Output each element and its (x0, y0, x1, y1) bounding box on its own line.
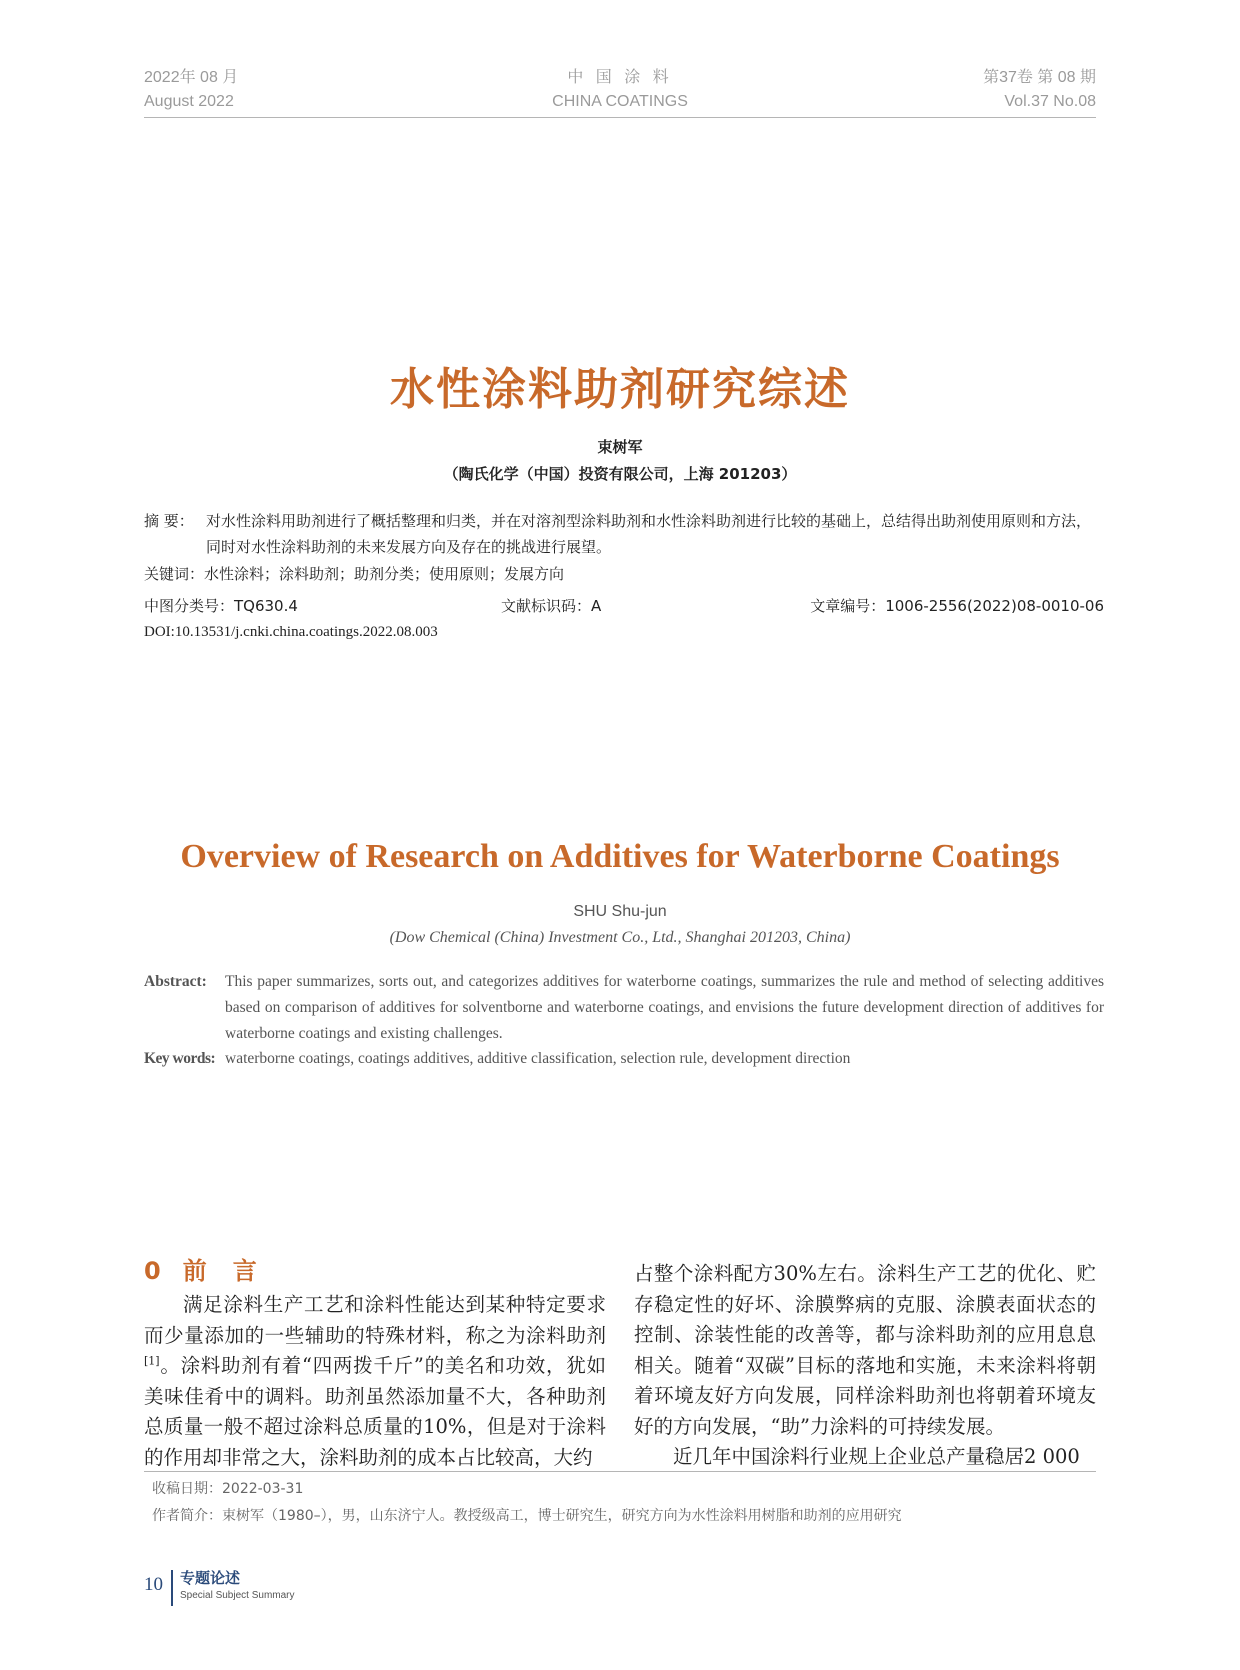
header-date-en: August 2022 (144, 93, 234, 110)
footer-bar (171, 1570, 173, 1606)
abstract-cn-label: 摘 要： (144, 512, 194, 530)
article-number: 文章编号：1006-2556(2022)08-0010-06 (810, 597, 1104, 615)
header-journal-cn: 中 国 涂 料 (567, 69, 673, 86)
section-number: 0 (144, 1257, 161, 1285)
abstract-en-text: This paper summarizes, sorts out, and categorizes additives for waterborne coatings, summarizes the rule and method of selecting additives based on comparison of additives for solventborne and waterborne coatings, and envisions the future development direction of additives for waterborne coatings and existing challenges. (225, 973, 1104, 1042)
column-name-en: Special Subject Summary (180, 1590, 295, 1601)
body-text-left-b: 。涂料助剂有着“四两拨千斤”的美名和功效，犹如美味佳肴中的调料。助剂虽然添加量不大，各种助剂总质量一般不超过涂料总质量的10%，但是对于涂料的作用却非常之大，涂料助剂的成本占比较高，大约 (144, 1354, 606, 1469)
received-date: 收稿日期：2022-03-31 (152, 1481, 304, 1497)
body-paragraph (144, 1290, 606, 1473)
affiliation-en: (Dow Chemical (China) Investment Co., Ltd., Shanghai 201203, China) (389, 929, 851, 946)
author-cn: 束树军 (597, 438, 643, 456)
citation-ref[interactable]: [1] (144, 1354, 160, 1368)
header-journal-en: CHINA COATINGS (552, 93, 688, 110)
body-paragraph-continued: 占整个涂料配方30%左右。涂料生产工艺的优化、贮存稳定性的好坏、涂膜弊病的克服、涂膜表面状态的控制、涂装性能的改善等，都与涂料助剂的应用息息相关。随着“双碳”目标的落地和实施，未来涂料将朝着环境友好方向发展，同样涂料助剂也将朝着环境友好的方向发展，“助”力涂料的可持续发展。 (634, 1262, 1096, 1438)
keywords-en-label: Key words: (144, 1050, 216, 1067)
header-divider (144, 117, 1096, 118)
body-text-left-a: 满足涂料生产工艺和涂料性能达到某种特定要求而少量添加的一些辅助的特殊材料，称之为涂料助剂 (144, 1293, 606, 1347)
abstract-cn-text: 对水性涂料用助剂进行了概括整理和归类，并在对溶剂型涂料助剂和水性涂料助剂进行比较的基础上，总结得出助剂使用原则和方法，同时对水性涂料助剂的未来发展方向及存在的挑战进行展望。 (206, 512, 1092, 556)
body-column-right (634, 1259, 1096, 1473)
page-number: 10 (144, 1574, 163, 1595)
header-issue-en: Vol.37 No.08 (1004, 93, 1096, 110)
header-date (144, 66, 238, 114)
footnote-divider (144, 1471, 1096, 1472)
affiliation-cn: （陶氏化学（中国）投资有限公司，上海 201203） (443, 465, 797, 483)
header-issue-cn: 第37卷 第 08 期 (983, 69, 1096, 86)
section-heading (144, 1251, 257, 1286)
keywords-en-text: waterborne coatings, coatings additives, additive classification, selection rule, development direction (225, 1050, 851, 1067)
header-journal (520, 66, 720, 114)
author-en: SHU Shu-jun (573, 903, 667, 920)
title-cn: 水性涂料助剂研究综述 (390, 364, 850, 415)
body-paragraph-next: 近几年中国涂料行业规上企业总产量稳居2 000 (673, 1445, 1080, 1468)
abstract-en-label: Abstract: (144, 973, 207, 990)
doc-code: 文献标识码：A (501, 597, 602, 615)
keywords-cn: 关键词：水性涂料；涂料助剂；助剂分类；使用原则；发展方向 (144, 565, 565, 583)
author-bio: 作者简介：束树军（1980–），男，山东济宁人。教授级高工，博士研究生，研究方向为水性涂料用树脂和助剂的应用研究 (152, 1508, 902, 1524)
header-issue (983, 66, 1096, 114)
header-date-cn: 2022年 08 月 (144, 69, 239, 86)
section-title-part-1: 前 (182, 1257, 207, 1285)
column-name-cn: 专题论述 (180, 1569, 241, 1587)
keywords-en (144, 1050, 851, 1068)
title-en: Overview of Research on Additives for Waterborne Coatings (180, 838, 1060, 875)
doi: DOI:10.13531/j.cnki.china.coatings.2022.08.003 (144, 624, 438, 640)
section-title-part-2: 言 (232, 1257, 257, 1285)
clc-code: 中图分类号：TQ630.4 (144, 597, 298, 615)
abstract-cn (144, 508, 1104, 556)
body-column-left (144, 1290, 606, 1473)
